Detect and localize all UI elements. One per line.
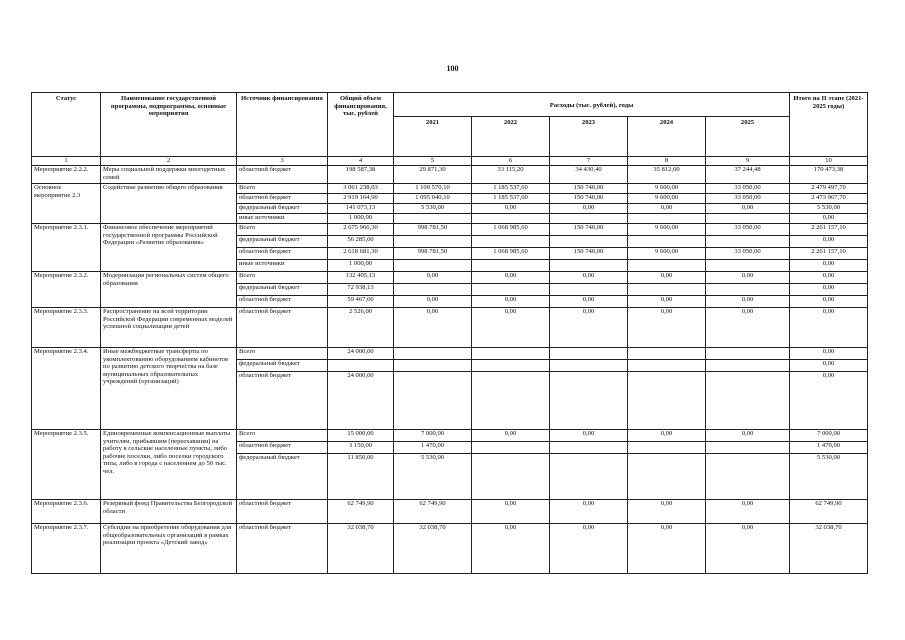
cell-total: 1 000,00 <box>328 260 394 272</box>
cell-total: 56 285,00 <box>328 236 394 248</box>
cell-name: Модернизация региональных систем общего образования <box>101 272 237 308</box>
cell-stage-total: 0,00 <box>790 260 868 272</box>
cell-2021 <box>394 348 472 360</box>
cell-2023: 0,00 <box>550 272 628 284</box>
cell-2025: 33 050,00 <box>706 194 790 204</box>
table-header <box>32 93 868 166</box>
cell-source: областной бюджет <box>237 500 328 524</box>
cell-2022 <box>472 360 550 372</box>
cell-name: Субсидии на приобретение оборудования для общеобразовательных организаций в рамках реализации проекта «Детский завод» <box>101 524 237 574</box>
column-index: 10 <box>790 157 868 166</box>
cell-stage-total: 0,00 <box>790 348 868 360</box>
header-year: 2024 <box>628 117 706 157</box>
cell-2021: 998 781,50 <box>394 248 472 260</box>
cell-2024: 35 812,00 <box>628 166 706 184</box>
cell-stage-total: 0,00 <box>790 236 868 248</box>
cell-2022: 0,00 <box>472 204 550 214</box>
cell-total: 141 073,13 <box>328 204 394 214</box>
cell-2021 <box>394 360 472 372</box>
cell-source: иные источники <box>237 260 328 272</box>
cell-total: 24 000,00 <box>328 348 394 360</box>
cell-2022: 0,00 <box>472 272 550 284</box>
header-name: Наименование государственной программы, подпрограммы, основные мероприятия <box>101 93 237 157</box>
cell-stage-total: 0,00 <box>790 296 868 308</box>
cell-2025 <box>706 442 790 454</box>
cell-source: областной бюджет <box>237 308 328 348</box>
cell-stage-total: 2 479 497,70 <box>790 184 868 194</box>
cell-2022: 1 068 985,60 <box>472 224 550 236</box>
cell-2021 <box>394 214 472 224</box>
cell-2022 <box>472 214 550 224</box>
cell-status: Мероприятие 2.3.6. <box>32 500 101 524</box>
cell-source: Всего <box>237 224 328 236</box>
cell-2024: 0,00 <box>628 296 706 308</box>
cell-stage-total: 7 000,00 <box>790 430 868 442</box>
cell-status: Мероприятие 2.2.2. <box>32 166 101 184</box>
cell-2024 <box>628 442 706 454</box>
table-row <box>32 500 868 524</box>
cell-2024: 9 600,00 <box>628 194 706 204</box>
table-row <box>32 224 868 236</box>
cell-stage-total: 2 473 967,70 <box>790 194 868 204</box>
cell-2022: 0,00 <box>472 308 550 348</box>
cell-2025: 0,00 <box>706 524 790 574</box>
cell-stage-total: 62 749,90 <box>790 500 868 524</box>
cell-name: Распространение на всей территории Российской Федерации современных моделей успешной социализации детей <box>101 308 237 348</box>
table-row <box>32 272 868 284</box>
cell-2022 <box>472 372 550 430</box>
cell-2023: 0,00 <box>550 296 628 308</box>
column-index-row <box>32 157 868 166</box>
cell-status: Мероприятие 2.3.5. <box>32 430 101 500</box>
cell-2025: 0,00 <box>706 308 790 348</box>
cell-2024: 0,00 <box>628 430 706 442</box>
cell-stage-total: 2 261 157,10 <box>790 248 868 260</box>
cell-source: федеральный бюджет <box>237 284 328 296</box>
cell-name: Резервный фонд Правительства Белгородской области <box>101 500 237 524</box>
cell-2022: 0,00 <box>472 430 550 442</box>
cell-source: федеральный бюджет <box>237 360 328 372</box>
cell-stage-total: 0,00 <box>790 360 868 372</box>
column-index: 5 <box>394 157 472 166</box>
cell-source: федеральный бюджет <box>237 454 328 500</box>
cell-source: Всего <box>237 184 328 194</box>
cell-2022: 1 068 985,60 <box>472 248 550 260</box>
table-row <box>32 524 868 574</box>
cell-2024: 9 600,00 <box>628 248 706 260</box>
cell-total: 2 526,00 <box>328 308 394 348</box>
cell-2025: 33 050,00 <box>706 224 790 236</box>
table-row <box>32 308 868 348</box>
cell-total: 1 000,00 <box>328 214 394 224</box>
cell-total: 72 938,13 <box>328 284 394 296</box>
cell-2023 <box>550 372 628 430</box>
cell-stage-total: 1 470,00 <box>790 442 868 454</box>
cell-2022 <box>472 454 550 500</box>
cell-2024: 9 600,00 <box>628 224 706 236</box>
cell-2021: 0,00 <box>394 272 472 284</box>
cell-2023 <box>550 442 628 454</box>
cell-total: 2 675 966,30 <box>328 224 394 236</box>
cell-source: Всего <box>237 272 328 284</box>
cell-2025: 33 050,00 <box>706 248 790 260</box>
cell-2023 <box>550 454 628 500</box>
cell-2023: 150 740,00 <box>550 224 628 236</box>
cell-status: Мероприятие 2.3.3. <box>32 308 101 348</box>
cell-2021 <box>394 284 472 296</box>
cell-total: 15 000,00 <box>328 430 394 442</box>
cell-source: иные источники <box>237 214 328 224</box>
cell-2022 <box>472 260 550 272</box>
header-total: Общий объем финансирования, тыс. рублей <box>328 93 394 157</box>
column-index: 6 <box>472 157 550 166</box>
cell-2021 <box>394 372 472 430</box>
cell-stage-total: 0,00 <box>790 284 868 296</box>
cell-total: 2 919 164,90 <box>328 194 394 204</box>
cell-2021: 1 095 040,10 <box>394 194 472 204</box>
budget-table <box>31 92 868 574</box>
cell-total: 3 150,00 <box>328 442 394 454</box>
cell-2022 <box>472 348 550 360</box>
column-index: 7 <box>550 157 628 166</box>
cell-source: областной бюджет <box>237 524 328 574</box>
header-year: 2021 <box>394 117 472 157</box>
table-body <box>32 166 868 574</box>
cell-status: Основное мероприятие 2.3 <box>32 184 101 224</box>
cell-total: 3 061 238,03 <box>328 184 394 194</box>
cell-2023: 150 740,00 <box>550 184 628 194</box>
cell-status: Мероприятие 2.3.7. <box>32 524 101 574</box>
cell-2022: 1 185 537,60 <box>472 194 550 204</box>
cell-name: Меры социальной поддержки многодетных семей <box>101 166 237 184</box>
cell-2024 <box>628 214 706 224</box>
cell-2023 <box>550 348 628 360</box>
cell-2023: 0,00 <box>550 308 628 348</box>
cell-2023 <box>550 214 628 224</box>
cell-2025 <box>706 260 790 272</box>
cell-2024 <box>628 284 706 296</box>
cell-2025 <box>706 236 790 248</box>
cell-2022 <box>472 236 550 248</box>
cell-2021: 0,00 <box>394 296 472 308</box>
cell-stage-total: 170 473,38 <box>790 166 868 184</box>
header-status: Статус <box>32 93 101 157</box>
header-year: 2025 <box>706 117 790 157</box>
page-number: 100 <box>446 64 459 73</box>
cell-2022: 0,00 <box>472 500 550 524</box>
cell-2021: 29 871,30 <box>394 166 472 184</box>
cell-status: Мероприятие 2.3.4. <box>32 348 101 430</box>
table-row <box>32 348 868 360</box>
cell-2023: 0,00 <box>550 430 628 442</box>
cell-total: 59 467,00 <box>328 296 394 308</box>
cell-name: Содействие развитию общего образования <box>101 184 237 224</box>
cell-2025: 0,00 <box>706 430 790 442</box>
cell-2023: 0,00 <box>550 500 628 524</box>
cell-stage-total: 0,00 <box>790 308 868 348</box>
cell-2025 <box>706 372 790 430</box>
cell-status: Мероприятие 2.3.1. <box>32 224 101 272</box>
cell-total: 11 850,00 <box>328 454 394 500</box>
cell-2021: 1 100 570,10 <box>394 184 472 194</box>
cell-2024: 0,00 <box>628 500 706 524</box>
cell-name: Иные межбюджетные трансферты по укомплектованию оборудованием кабинетов по развитию детского творчества на базе муниципальных образовательных учреждений (организаций) <box>101 348 237 430</box>
cell-2025 <box>706 360 790 372</box>
cell-2024 <box>628 260 706 272</box>
cell-total: 198 587,38 <box>328 166 394 184</box>
cell-stage-total: 0,00 <box>790 272 868 284</box>
cell-2024: 0,00 <box>628 204 706 214</box>
column-index: 1 <box>32 157 101 166</box>
cell-2021: 0,00 <box>394 308 472 348</box>
header-source: Источник финансирования <box>237 93 328 157</box>
cell-stage-total: 2 261 157,10 <box>790 224 868 236</box>
cell-2023 <box>550 284 628 296</box>
cell-source: Всего <box>237 348 328 360</box>
header-stage-total: Итого на II этапе (2021-2025 годы) <box>790 93 868 157</box>
cell-status: Мероприятие 2.3.2. <box>32 272 101 308</box>
cell-source: областной бюджет <box>237 372 328 430</box>
cell-2025: 33 050,00 <box>706 184 790 194</box>
cell-2024: 0,00 <box>628 524 706 574</box>
cell-2025 <box>706 284 790 296</box>
cell-total: 62 749,90 <box>328 500 394 524</box>
cell-2025: 37 244,48 <box>706 166 790 184</box>
cell-name: Единовременные компенсационные выплаты учителям, прибывшим (переехавшим) на работу в сельские населенные пункты, либо рабочие поселки, либо поселки городского типа, либо в города с населением до 50 тыс. чел. <box>101 430 237 500</box>
cell-2024 <box>628 454 706 500</box>
table-row <box>32 166 868 184</box>
cell-2025: 0,00 <box>706 204 790 214</box>
cell-stage-total: 32 038,70 <box>790 524 868 574</box>
column-index: 2 <box>101 157 237 166</box>
cell-2022: 0,00 <box>472 524 550 574</box>
cell-name: Финансовое обеспечение мероприятий государственной программы Российской Федерации «Развитие образования» <box>101 224 237 272</box>
header-expenses: Расходы (тыс. рублей), годы <box>394 93 790 117</box>
cell-2023: 150 740,00 <box>550 194 628 204</box>
table-row <box>32 430 868 442</box>
cell-2023: 0,00 <box>550 524 628 574</box>
cell-2025: 0,00 <box>706 500 790 524</box>
cell-source: областной бюджет <box>237 296 328 308</box>
cell-2025: 0,00 <box>706 272 790 284</box>
cell-2023 <box>550 236 628 248</box>
cell-2023: 150 740,00 <box>550 248 628 260</box>
column-index: 3 <box>237 157 328 166</box>
cell-2021 <box>394 236 472 248</box>
cell-2023: 34 430,40 <box>550 166 628 184</box>
cell-2025: 0,00 <box>706 296 790 308</box>
cell-2023 <box>550 260 628 272</box>
cell-2025 <box>706 214 790 224</box>
cell-2024: 0,00 <box>628 308 706 348</box>
cell-source: федеральный бюджет <box>237 236 328 248</box>
cell-2021: 62 749,90 <box>394 500 472 524</box>
cell-2024 <box>628 348 706 360</box>
cell-stage-total: 5 530,00 <box>790 454 868 500</box>
cell-2021: 5 530,00 <box>394 204 472 214</box>
cell-source: Всего <box>237 430 328 442</box>
cell-2022 <box>472 284 550 296</box>
cell-source: областной бюджет <box>237 442 328 454</box>
cell-2022 <box>472 442 550 454</box>
cell-stage-total: 0,00 <box>790 372 868 430</box>
cell-2022: 1 185 537,60 <box>472 184 550 194</box>
cell-source: областной бюджет <box>237 194 328 204</box>
cell-2023: 0,00 <box>550 204 628 214</box>
cell-2022: 0,00 <box>472 296 550 308</box>
cell-2024: 0,00 <box>628 272 706 284</box>
cell-2025 <box>706 348 790 360</box>
cell-2021: 32 038,70 <box>394 524 472 574</box>
cell-2021: 998 781,50 <box>394 224 472 236</box>
cell-2021 <box>394 260 472 272</box>
cell-total: 132 405,13 <box>328 272 394 284</box>
cell-total: 24 000,00 <box>328 372 394 430</box>
column-index: 4 <box>328 157 394 166</box>
table-row <box>32 184 868 194</box>
cell-2021: 7 000,00 <box>394 430 472 442</box>
cell-2024 <box>628 372 706 430</box>
column-index: 8 <box>628 157 706 166</box>
cell-2025 <box>706 454 790 500</box>
column-index: 9 <box>706 157 790 166</box>
cell-total: 32 038,70 <box>328 524 394 574</box>
cell-2022: 33 115,20 <box>472 166 550 184</box>
cell-2021: 1 470,00 <box>394 442 472 454</box>
cell-stage-total: 0,00 <box>790 214 868 224</box>
cell-total <box>328 360 394 372</box>
cell-total: 2 618 681,30 <box>328 248 394 260</box>
cell-source: областной бюджет <box>237 166 328 184</box>
cell-source: федеральный бюджет <box>237 204 328 214</box>
cell-source: областной бюджет <box>237 248 328 260</box>
cell-2021: 5 530,00 <box>394 454 472 500</box>
cell-stage-total: 5 530,00 <box>790 204 868 214</box>
header-year: 2022 <box>472 117 550 157</box>
cell-2023 <box>550 360 628 372</box>
header-year: 2023 <box>550 117 628 157</box>
cell-2024 <box>628 236 706 248</box>
cell-2024 <box>628 360 706 372</box>
cell-2024: 9 600,00 <box>628 184 706 194</box>
